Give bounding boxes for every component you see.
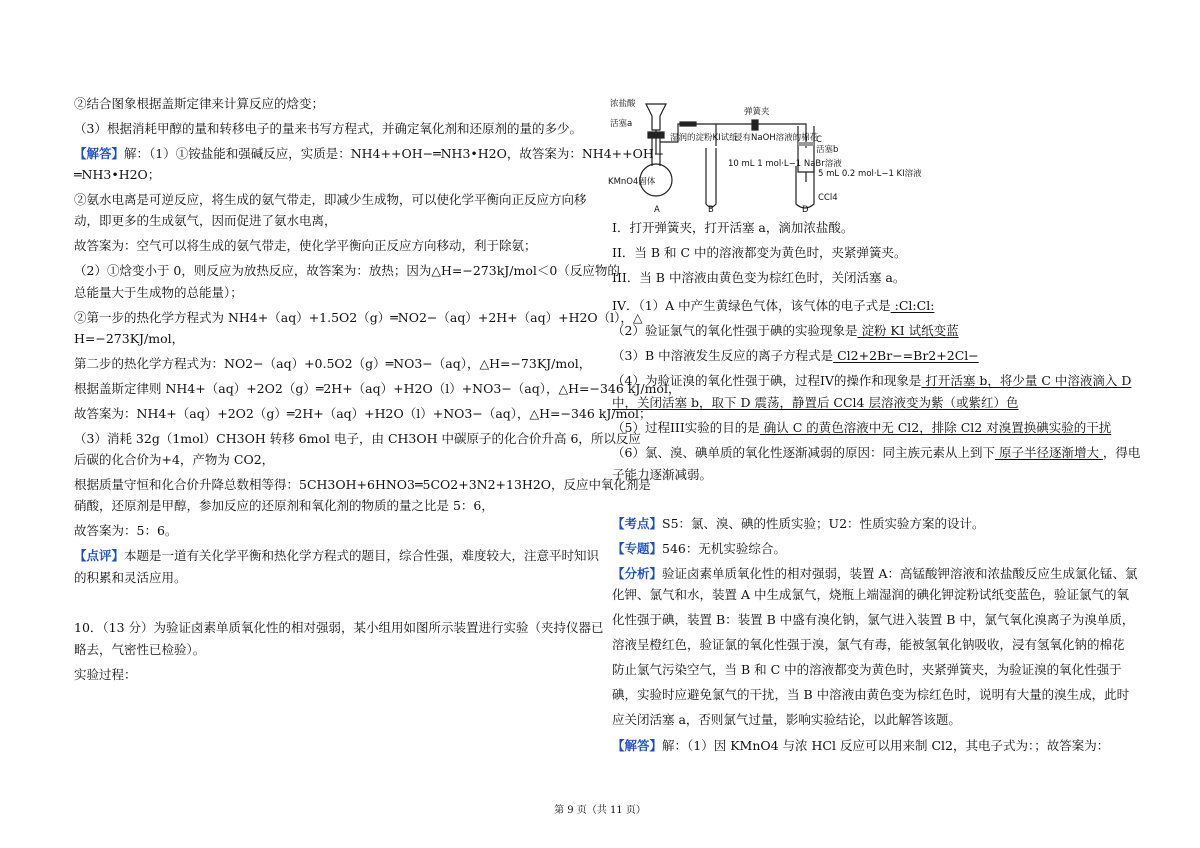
right-line-20 — [612, 738, 1109, 754]
left-line-5 — [74, 213, 337, 229]
line-text: 化钾、氯气和水，装置 A 中生成氯气，烧瓶上端湿润的碘化钾淀粉试纸变蓝色，验证氯气的氧 — [612, 587, 1129, 602]
left-line-21 — [74, 620, 604, 636]
line-tail: ；故答案为： — [1034, 738, 1110, 753]
line-text: II．当 B 和 C 中的溶液都变为黄色时，夹紧弹簧夹。 — [612, 245, 907, 260]
apparatus-diagram — [608, 96, 922, 216]
left-line-10 — [74, 331, 184, 347]
left-line-11 — [74, 356, 591, 372]
line-text: 化性强于碘，装置 B：装置 B 中盛有溴化钠，氯气进入装置 B 中，氯气氧化溴离子为溴单质， — [612, 612, 1135, 627]
line-text: 根据质量守恒和化合价升降总数相等得：5CH3OH+6HNO3═5CO2+3N2+13H2O，反应中氧化剂是 — [74, 477, 652, 492]
line-text: 实验过程： — [74, 667, 137, 682]
left-line-13 — [74, 406, 652, 422]
left-line-19 — [74, 548, 599, 564]
right-line-19 — [612, 712, 961, 728]
line-text: 子能力逐渐减弱。 — [612, 467, 713, 482]
right-line-15 — [612, 612, 1134, 628]
label-clip: 弹簧夹 — [744, 107, 770, 117]
line-text: （2）验证氯气的氧化性强于碘的实验现象是 — [612, 323, 858, 338]
left-line-15 — [74, 452, 274, 468]
right-line-1 — [612, 245, 907, 261]
label-wet-paper: 湿润的淀粉KI试纸 — [670, 133, 738, 143]
left-line-8 — [74, 285, 243, 301]
right-line-8 — [612, 420, 1111, 436]
line-text: 本题是一道有关化学平衡和热化学方程式的题目，综合性强，难度较大，注意平时知识 — [124, 548, 600, 563]
answer-text: Cl2+2Br−=Br2+2Cl− — [833, 348, 979, 363]
answer-text: 淀粉 KI 试纸变蓝 — [857, 323, 959, 338]
left-line-23 — [74, 667, 137, 683]
line-text: 的积累和灵活应用。 — [74, 570, 187, 585]
line-text: I．打开弹簧夹，打开活塞 a，滴加浓盐酸。 — [612, 220, 854, 235]
line-text: ②第一步的热化学方程式为 NH4+（aq）+1.5O2（g）═NO2−（aq）+2H+（aq）+H2O（l），△ — [74, 310, 643, 325]
label-nabr: 10 mL 1 mol·L−1 NaBr溶液 — [728, 159, 842, 169]
answer-text: 打开活塞 b，将少量 C 中溶液滴入 D — [921, 373, 1132, 388]
left-line-20 — [74, 570, 187, 586]
line-text: 546：无机实验综合。 — [662, 541, 786, 556]
answer-text: 确认 C 的黄色溶液中无 Cl2，排除 Cl2 对溴置换碘实验的干扰 — [759, 420, 1112, 435]
left-line-12 — [74, 381, 680, 397]
right-line-2 — [612, 270, 905, 286]
line-text: ②结合图象根据盖斯定律来计算反应的焓变； — [74, 96, 325, 111]
line-text: 防止氯气污染空气，当 B 和 C 中的溶液都变为黄色时，夹紧弹簧夹，为验证溴的氧化性强于 — [612, 662, 1122, 677]
line-text: ═NH3•H2O； — [74, 167, 161, 182]
left-line-1 — [74, 121, 582, 137]
right-line-18 — [612, 687, 1129, 703]
label-kmno4: KMnO4固体 — [608, 177, 656, 187]
line-text: 碘，实验时应避免氯气的干扰，当 B 中溶液由黄色变为棕红色时，说明有大量的溴生成，此时 — [612, 687, 1130, 702]
left-line-14 — [74, 431, 641, 447]
label-B: B — [708, 205, 714, 215]
label-stopcock-b: 活塞b — [816, 145, 839, 155]
line-text: 应关闭活塞 a，否则氯气过量，影响实验结论，以此解答该题。 — [612, 712, 961, 727]
line-text: III．当 B 中溶液由黄色变为棕红色时，关闭活塞 a。 — [612, 270, 906, 285]
line-text: （2）①焓变小于 0，则反应为放热反应，故答案为：放热；因为△H=−273kJ/mol＜0（反应物的 — [74, 263, 620, 278]
label-stopcock-a: 活塞a — [610, 119, 633, 129]
left-line-22 — [74, 642, 205, 658]
line-text: 略去，气密性已检验）。 — [74, 642, 206, 657]
line-text: 解：（1）因 KMnO4 与浓 HCl 反应可以用来制 Cl2，其电子式为： — [662, 738, 1035, 753]
page-footer: 第 9 页（共 11 页） — [554, 805, 646, 816]
right-line-3 — [612, 298, 934, 314]
line-text: 总能量大于生成物的总能量）； — [74, 285, 243, 300]
left-line-18 — [74, 523, 177, 539]
right-line-14 — [612, 587, 1129, 603]
line-text: 硝酸，还原剂是甲醇，参加反应的还原剂和氧化剂的物质的量之比是 5：6， — [74, 498, 494, 513]
label-ccl4: CCl4 — [818, 193, 838, 203]
section-tag: 【专题】 — [612, 541, 663, 556]
label-C: C — [816, 135, 822, 145]
right-line-17 — [612, 662, 1122, 678]
label-D: D — [802, 205, 809, 215]
line-text: 根据盖斯定律则 NH4+（aq）+2O2（g）═2H+（aq）+H2O（l）+NO3−（aq），△H=−346 kJ/mol， — [74, 381, 681, 396]
right-line-11 — [612, 516, 985, 532]
right-line-4 — [612, 323, 959, 339]
section-tag: 【解答】 — [612, 738, 663, 753]
left-line-6 — [74, 238, 537, 254]
line-text: 第二步的热化学方程式为：NO2−（aq）+0.5O2（g）═NO3−（aq），△H=−73KJ/mol， — [74, 356, 592, 371]
right-line-10 — [612, 467, 712, 483]
line-text: （6）氯、溴、碘单质的氧化性逐渐减弱的原因：同主族元素从上到下 — [612, 445, 995, 460]
line-text: （4）为验证溴的氧化性强于碘，过程IV的操作和现象是 — [612, 373, 922, 388]
line-text: （3）消耗 32g（1mol）CH3OH 转移 6mol 电子，由 CH3OH 中碳原子的化合价升高 6，所以反应 — [74, 431, 641, 446]
right-line-16 — [612, 637, 1125, 653]
right-line-6 — [612, 373, 1131, 389]
line-text: ②氨水电离是可逆反应，将生成的氨气带走，即减少生成物，可以使化学平衡向正反应方向移 — [74, 192, 587, 207]
line-text: S5：氯、溴、碘的性质实验；U2：性质实验方案的设计。 — [662, 516, 985, 531]
line-text: 解：（1）①铵盐能和强碱反应，实质是：NH4++OH−═NH3•H2O，故答案为：NH4++OH− — [124, 146, 665, 161]
funnel-shape — [646, 104, 666, 130]
line-text: H=−273KJ/mol， — [74, 331, 185, 346]
right-line-5 — [612, 348, 979, 364]
label-cotton: 浸有NaOH溶液的棉花 — [734, 133, 819, 143]
line-text: 故答案为：空气可以将生成的氨气带走，使化学平衡向正反应方向移动，利于除氨； — [74, 238, 537, 253]
right-line-7 — [612, 395, 1018, 411]
label-ki: 5 mL 0.2 mol·L−1 KI溶液 — [818, 169, 922, 179]
line-text: 后碳的化合价为+4，产物为 CO2， — [74, 452, 275, 467]
label-conc-hcl: 浓盐酸 — [610, 99, 636, 109]
left-line-17 — [74, 498, 494, 514]
line-text: 动，即更多的生成氨气，因而促进了氨水电离， — [74, 213, 337, 228]
line-text: 故答案为：5：6。 — [74, 523, 178, 538]
line-text: 10．（13 分）为验证卤素单质氧化性的相对强弱，某小组用如图所示装置进行实验（夹持仪器已 — [74, 620, 604, 635]
answer-text: 中，关闭活塞 b，取下 D 震荡，静置后 CCl4 层溶液变为紫（或紫红）色 — [612, 395, 1019, 410]
section-tag: 【解答】 — [74, 146, 125, 161]
line-text: （5）过程III实验的目的是 — [612, 420, 760, 435]
left-line-2 — [74, 146, 664, 162]
right-line-9 — [612, 445, 1140, 461]
left-line-7 — [74, 263, 620, 279]
line-text: （3）根据消耗甲醇的量和转移电子的量来书写方程式，并确定氧化剂和还原剂的量的多少。 — [74, 121, 582, 136]
line-text: 溶液呈橙红色，验证氯的氧化性强于溴，氯气有毒，能被氢氧化钠吸收，浸有氢氧化钠的棉花 — [612, 637, 1125, 652]
left-line-4 — [74, 192, 587, 208]
answer-text: 原子半径逐渐增大 — [994, 445, 1103, 460]
left-line-3 — [74, 167, 160, 183]
left-line-16 — [74, 477, 651, 493]
right-line-0 — [612, 220, 853, 236]
section-tag: 【点评】 — [74, 548, 125, 563]
left-line-9 — [74, 310, 643, 326]
section-tag: 【考点】 — [612, 516, 663, 531]
line-tail: ，得电 — [1102, 445, 1141, 460]
right-line-12 — [612, 541, 786, 557]
line-text: IV．（1）A 中产生黄绿色气体，该气体的电子式是 — [612, 298, 891, 313]
right-line-13 — [612, 566, 1138, 582]
label-A: A — [654, 205, 660, 215]
answer-text: :Cl:Cl: — [890, 298, 935, 313]
left-line-0 — [74, 96, 324, 112]
line-text: 验证卤素单质氧化性的相对强弱，装置 A：高锰酸钾溶液和浓盐酸反应生成氯化锰、氯 — [662, 566, 1138, 581]
line-text: （3）B 中溶液发生反应的离子方程式是 — [612, 348, 834, 363]
section-tag: 【分析】 — [612, 566, 663, 581]
line-text: 故答案为：NH4+（aq）+2O2（g）═2H+（aq）+H2O（l）+NO3−（aq），△H=−346 kJ/mol； — [74, 406, 652, 421]
